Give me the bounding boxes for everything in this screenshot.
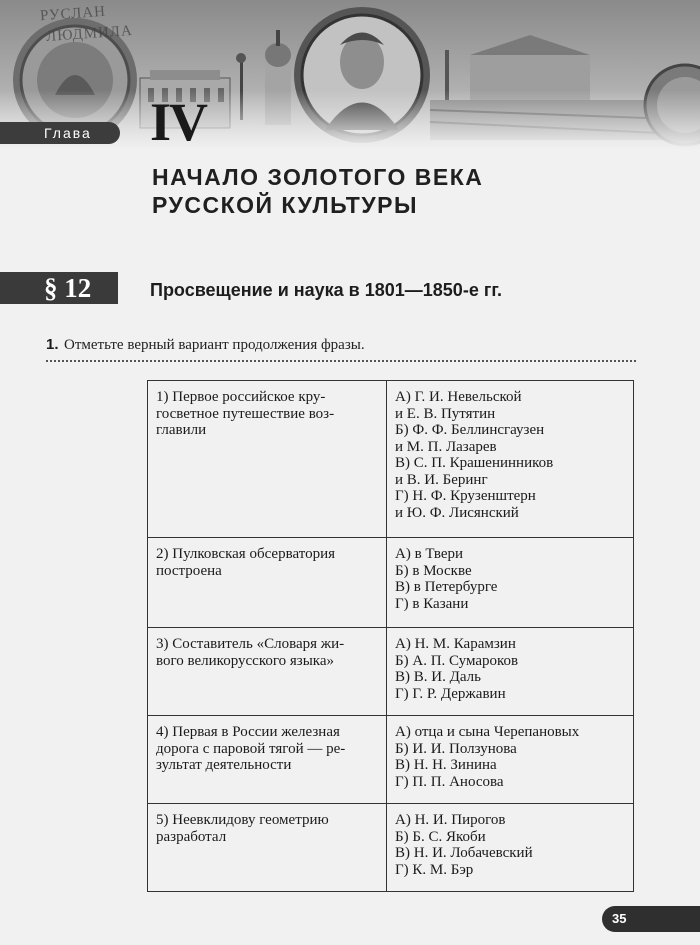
question-cell	[148, 804, 387, 892]
answer-options-cell	[387, 628, 634, 716]
table-row	[148, 716, 634, 804]
answer-option[interactable]: Б) Ф. Ф. Беллинсгаузен	[395, 422, 545, 438]
chapter-title-line-2: РУССКОЙ КУЛЬТУРЫ	[152, 192, 419, 218]
question-line: вого великорусского языка»	[156, 652, 334, 669]
answer-option[interactable]: Г) Н. Ф. Крузенштерн	[395, 488, 536, 504]
answer-option[interactable]: А) Н. М. Карамзин	[395, 636, 516, 652]
answer-option[interactable]: Г) в Казани	[395, 595, 469, 612]
answer-option[interactable]: и В. И. Беринг	[395, 471, 488, 488]
answer-option[interactable]: и М. П. Лазарев	[395, 438, 497, 455]
answer-option[interactable]: А) Н. И. Пирогов	[395, 812, 506, 828]
answer-option[interactable]: Г) Г. Р. Державин	[395, 685, 506, 702]
table-row	[148, 538, 634, 628]
answer-options-cell	[387, 381, 634, 538]
answer-option[interactable]: Б) И. И. Ползунова	[395, 740, 517, 757]
page-number: 35	[612, 911, 627, 926]
answer-option[interactable]: А) Г. И. Невельской	[395, 389, 522, 405]
question-line: 2) Пулковская обсерватория	[156, 546, 336, 562]
chapter-label: Глава	[44, 125, 92, 141]
answer-option[interactable]: Г) К. М. Бэр	[395, 861, 474, 878]
answer-option[interactable]: А) отца и сына Черепановых	[395, 724, 580, 740]
task-number: 1.	[46, 336, 59, 353]
question-line: разработал	[156, 828, 227, 845]
answer-option[interactable]: Б) А. П. Сумароков	[395, 652, 519, 669]
chapter-number: IV	[150, 92, 207, 152]
answer-option[interactable]: Б) в Москве	[395, 562, 472, 579]
question-cell	[148, 628, 387, 716]
question-line: дорога с паровой тягой — ре-	[156, 740, 346, 757]
question-line: госветное путешествие воз-	[156, 405, 335, 422]
answer-option[interactable]: Б) Б. С. Якоби	[395, 828, 486, 845]
answer-option[interactable]: В) В. И. Даль	[395, 669, 481, 685]
question-cell	[148, 381, 387, 538]
question-line: 5) Неевклидову геометрию	[156, 812, 329, 828]
question-cell	[148, 716, 387, 804]
chapter-title-line-1: НАЧАЛО ЗОЛОТОГО ВЕКА	[152, 164, 484, 190]
table-row	[148, 381, 634, 538]
banner-engraved-text-2: ЛЮДМИЛА	[45, 22, 134, 46]
answer-option[interactable]: В) Н. И. Лобачевский	[395, 845, 533, 861]
answer-options-cell	[387, 716, 634, 804]
answer-option[interactable]: и Ю. Ф. Лисянский	[395, 504, 519, 521]
table-row	[148, 628, 634, 716]
answer-option[interactable]: В) Н. Н. Зинина	[395, 757, 497, 773]
questions-table	[147, 380, 634, 892]
question-cell	[148, 538, 387, 628]
answer-options-cell	[387, 538, 634, 628]
question-line: зультат деятельности	[156, 757, 292, 773]
question-line: 1) Первое российское кру-	[156, 389, 326, 405]
answer-option[interactable]: В) в Петербурге	[395, 579, 498, 595]
answer-option[interactable]: В) С. П. Крашенинников	[395, 455, 554, 471]
dotted-divider	[46, 360, 636, 362]
answer-option[interactable]: Г) П. П. Аносова	[395, 773, 504, 790]
table-row	[148, 804, 634, 892]
task-instruction: Отметьте верный вариант продолжения фразы.	[64, 337, 365, 353]
question-line: построена	[156, 562, 222, 579]
question-line: 4) Первая в России железная	[156, 724, 340, 740]
answer-options-cell	[387, 804, 634, 892]
chapter-title	[152, 163, 483, 219]
question-line: главили	[156, 422, 207, 438]
answer-option[interactable]: А) в Твери	[395, 546, 464, 562]
banner-engraved-text-1: РУСЛАН	[39, 3, 107, 25]
section-number: § 12	[44, 273, 92, 303]
section-title: Просвещение и наука в 1801—1850-е гг.	[150, 280, 503, 300]
question-line: 3) Составитель «Словаря жи-	[156, 636, 345, 652]
answer-option[interactable]: и Е. В. Путятин	[395, 405, 496, 422]
